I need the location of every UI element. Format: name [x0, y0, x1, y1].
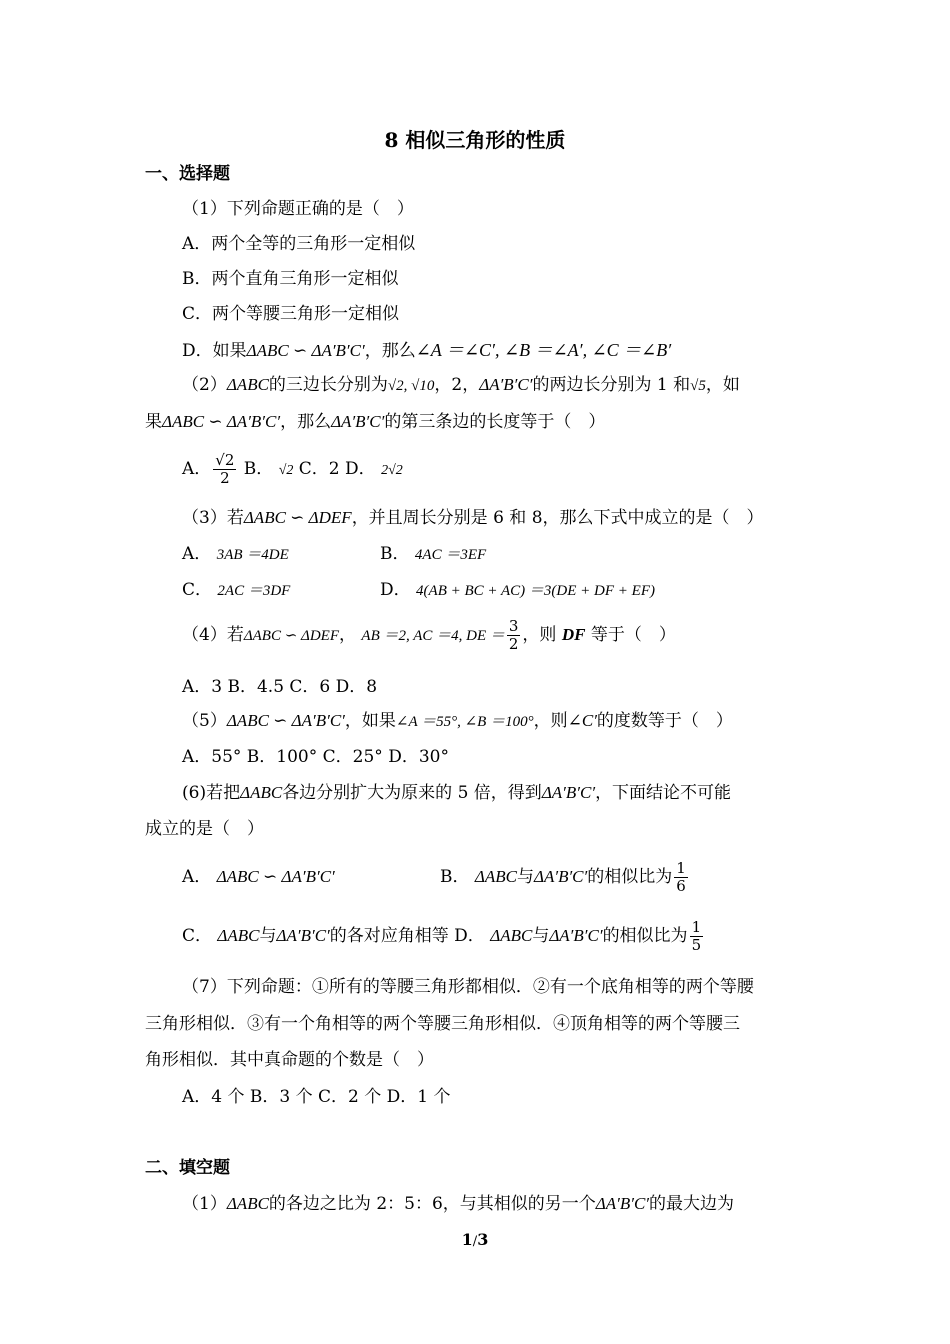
q4-frac-num: 3	[508, 617, 519, 635]
q6-b-label: B．	[440, 867, 470, 887]
q2-opt-c: C．2	[298, 459, 340, 479]
q4-df: DF	[561, 625, 586, 644]
q5-text3: 的度数等于（ ）	[596, 711, 733, 731]
q6-c-tri: ΔABC	[217, 926, 260, 945]
q2-text5: 果	[145, 412, 162, 432]
q5-stem	[182, 710, 733, 733]
q4-fraction	[507, 618, 521, 653]
q1-d-relation: ΔABC ∽ ΔA′B′C′	[246, 341, 365, 360]
q4-comma: ，	[339, 625, 356, 645]
q6-b-fraction	[674, 860, 688, 895]
q7-line1: （7）下列命题：①所有的等腰三角形都相似．②有一个底角相等的两个等腰	[182, 977, 754, 997]
q2-text1: 的三边长分别为	[268, 375, 388, 395]
q3-option-d	[380, 579, 655, 602]
q6-d-end: 的相似比为	[602, 926, 688, 946]
q6-b-tri2: ΔA′B′C′	[534, 867, 588, 886]
page-total: 3	[477, 1230, 489, 1249]
q3-a-expr: 3AB ＝4DE	[216, 547, 289, 563]
page-title: 8 相似三角形的性质	[384, 128, 566, 152]
f1-tri: ΔABC	[226, 1194, 269, 1213]
q3-option-a	[182, 543, 289, 566]
q6-d-fraction	[690, 919, 704, 954]
q6-b-num: 1	[676, 859, 686, 877]
page-current: 1	[461, 1230, 473, 1249]
q6-d-label: D．	[454, 926, 485, 946]
q2-line2	[145, 411, 605, 433]
q3-c-label: C．	[182, 580, 213, 600]
q7-line3: 角形相似．其中真命题的个数是（ ）	[145, 1050, 434, 1070]
q4-text1: ，则	[522, 625, 557, 645]
q6-text1: 各边分别扩大为原来的 5 倍，得到	[282, 783, 542, 803]
q3-stem	[182, 507, 764, 529]
q6-d-tri2: ΔA′B′C′	[549, 926, 603, 945]
section-heading-fill: 二、填空题	[145, 1158, 230, 1178]
q6-line1	[182, 782, 731, 804]
q2-options	[182, 452, 403, 488]
q4-options: A．3 B．4.5 C．6 D．8	[182, 677, 378, 697]
q2-num: （2）	[182, 375, 227, 395]
q6-d-den: 5	[691, 936, 702, 954]
q2-line1	[182, 374, 740, 397]
q2-opt-d-value: 2√2	[381, 463, 403, 478]
page-separator: /	[472, 1234, 478, 1249]
q6-line2: 成立的是（ ）	[145, 819, 264, 839]
q5-text2: ，则	[533, 711, 568, 731]
q6-c-end: 的各对应角相等	[329, 926, 449, 946]
q2-text3: 的两边长分别为 1 和	[532, 375, 691, 395]
q1-option-a: A．两个全等的三角形一定相似	[182, 234, 416, 254]
q3-b-label: B．	[380, 544, 410, 564]
q1-d-mid: ，那么	[364, 341, 416, 361]
q1-option-d	[182, 339, 671, 362]
q6-b-den: 6	[676, 877, 686, 895]
q2-opt-a-label: A．	[182, 459, 212, 479]
q3-num: （3）若	[182, 508, 244, 528]
q6-b-tri: ΔABC	[474, 867, 517, 886]
q2-tri3: ΔA′B′C′	[331, 412, 385, 431]
q3-option-c	[182, 579, 290, 602]
q3-d-label: D．	[380, 580, 411, 600]
q2-text4: ，如	[705, 375, 740, 395]
f1-tri2: ΔA′B′C′	[595, 1194, 650, 1213]
q6-option-c-d	[182, 916, 705, 956]
q2-sides: √2, √10	[387, 378, 435, 394]
q6-tri: ΔABC	[240, 783, 283, 802]
page-number	[0, 1230, 950, 1249]
q1-d-prefix: D．如果	[182, 341, 247, 361]
q2-opt-d-label: D．	[345, 459, 376, 479]
q3-c-expr: 2AC ＝3DF	[217, 583, 291, 599]
q6-c-mid: 与	[259, 926, 277, 946]
q6-d-tri: ΔABC	[490, 926, 533, 945]
q2-text2: ，2，	[434, 375, 480, 395]
q7-options: A．4 个 B．3 个 C．2 个 D．1 个	[182, 1087, 451, 1107]
q4-relation: ΔABC ∽ ΔDEF	[243, 628, 339, 644]
section-heading-choice: 一、选择题	[145, 164, 230, 184]
q5-options: A．55° B．100° C．25° D．30°	[182, 747, 449, 767]
q4-stem	[182, 617, 676, 654]
q2-side5: √5	[690, 378, 706, 394]
q2-opt-b-value: √2	[278, 463, 294, 478]
q5-angle-c: ∠C′	[567, 711, 597, 730]
f1-num: （1）	[182, 1194, 227, 1214]
q6-b-mid: 与	[517, 867, 534, 887]
q2-opt-a-num: √2	[215, 451, 235, 469]
q5-text1: ，如果	[344, 711, 396, 731]
q6-d-mid: 与	[532, 926, 550, 946]
q7-line2: 三角形相似．③有一个角相等的两个等腰三角形相似．④顶角相等的两个等腰三	[145, 1014, 740, 1034]
q6-a-label: A．	[182, 867, 212, 887]
q6-a-expr: ΔABC ∽ ΔA′B′C′	[216, 867, 335, 886]
q3-d-expr: 4(AB + BC + AC) ＝3(DE + DF + EF)	[416, 583, 655, 599]
f1-line1	[182, 1193, 734, 1215]
q3-text: ，并且周长分别是 6 和 8，那么下式中成立的是（ ）	[351, 508, 764, 528]
q6-num: (6)若把	[182, 783, 241, 803]
q6-text2: ，下面结论不可能	[595, 783, 732, 803]
q6-option-b	[440, 857, 690, 897]
q2-text7: 的第三条边的长度等于（ ）	[384, 412, 606, 432]
q6-c-label: C．	[182, 926, 213, 946]
q6-tri2: ΔA′B′C′	[541, 783, 596, 802]
q6-c-tri2: ΔA′B′C′	[276, 926, 330, 945]
q3-b-expr: 4AC ＝3EF	[414, 547, 487, 563]
q1-stem: （1）下列命题正确的是（ ）	[182, 199, 414, 219]
q2-opt-b-label: B．	[243, 459, 274, 479]
q3-relation: ΔABC ∽ ΔDEF	[243, 508, 352, 527]
q5-num: （5）	[182, 711, 227, 731]
q4-values: AB ＝2, AC ＝4, DE ＝	[361, 628, 505, 644]
q4-text2: 等于（ ）	[590, 625, 676, 645]
q5-relation: ΔABC ∽ ΔA′B′C′	[226, 711, 345, 730]
f1-text1: 的各边之比为 2：5：6，与其相似的另一个	[268, 1194, 596, 1214]
q2-opt-a-den: 2	[220, 469, 230, 487]
q1-option-c: C．两个等腰三角形一定相似	[182, 304, 400, 324]
q1-option-b: B．两个直角三角形一定相似	[182, 269, 399, 289]
f1-text2: 的最大边为	[649, 1194, 735, 1214]
q1-d-angles: ∠A ＝∠C′, ∠B ＝∠A′, ∠C ＝∠B′	[415, 340, 672, 360]
q2-relation: ΔABC ∽ ΔA′B′C′	[162, 412, 281, 431]
q2-tri2: ΔA′B′C′	[479, 375, 533, 394]
q2-opt-a-fraction	[213, 452, 236, 487]
q6-d-num: 1	[691, 918, 702, 936]
q2-text6: ，那么	[280, 412, 332, 432]
q6-option-a	[182, 857, 335, 897]
q4-num: （4）若	[182, 625, 244, 645]
q4-frac-den: 2	[508, 635, 519, 653]
q6-b-end: 的相似比为	[587, 867, 673, 887]
q3-a-label: A．	[182, 544, 212, 564]
q3-option-b	[380, 543, 486, 566]
q5-angles: ∠A ＝55°, ∠B ＝100°	[395, 714, 534, 730]
q2-tri: ΔABC	[226, 375, 269, 394]
